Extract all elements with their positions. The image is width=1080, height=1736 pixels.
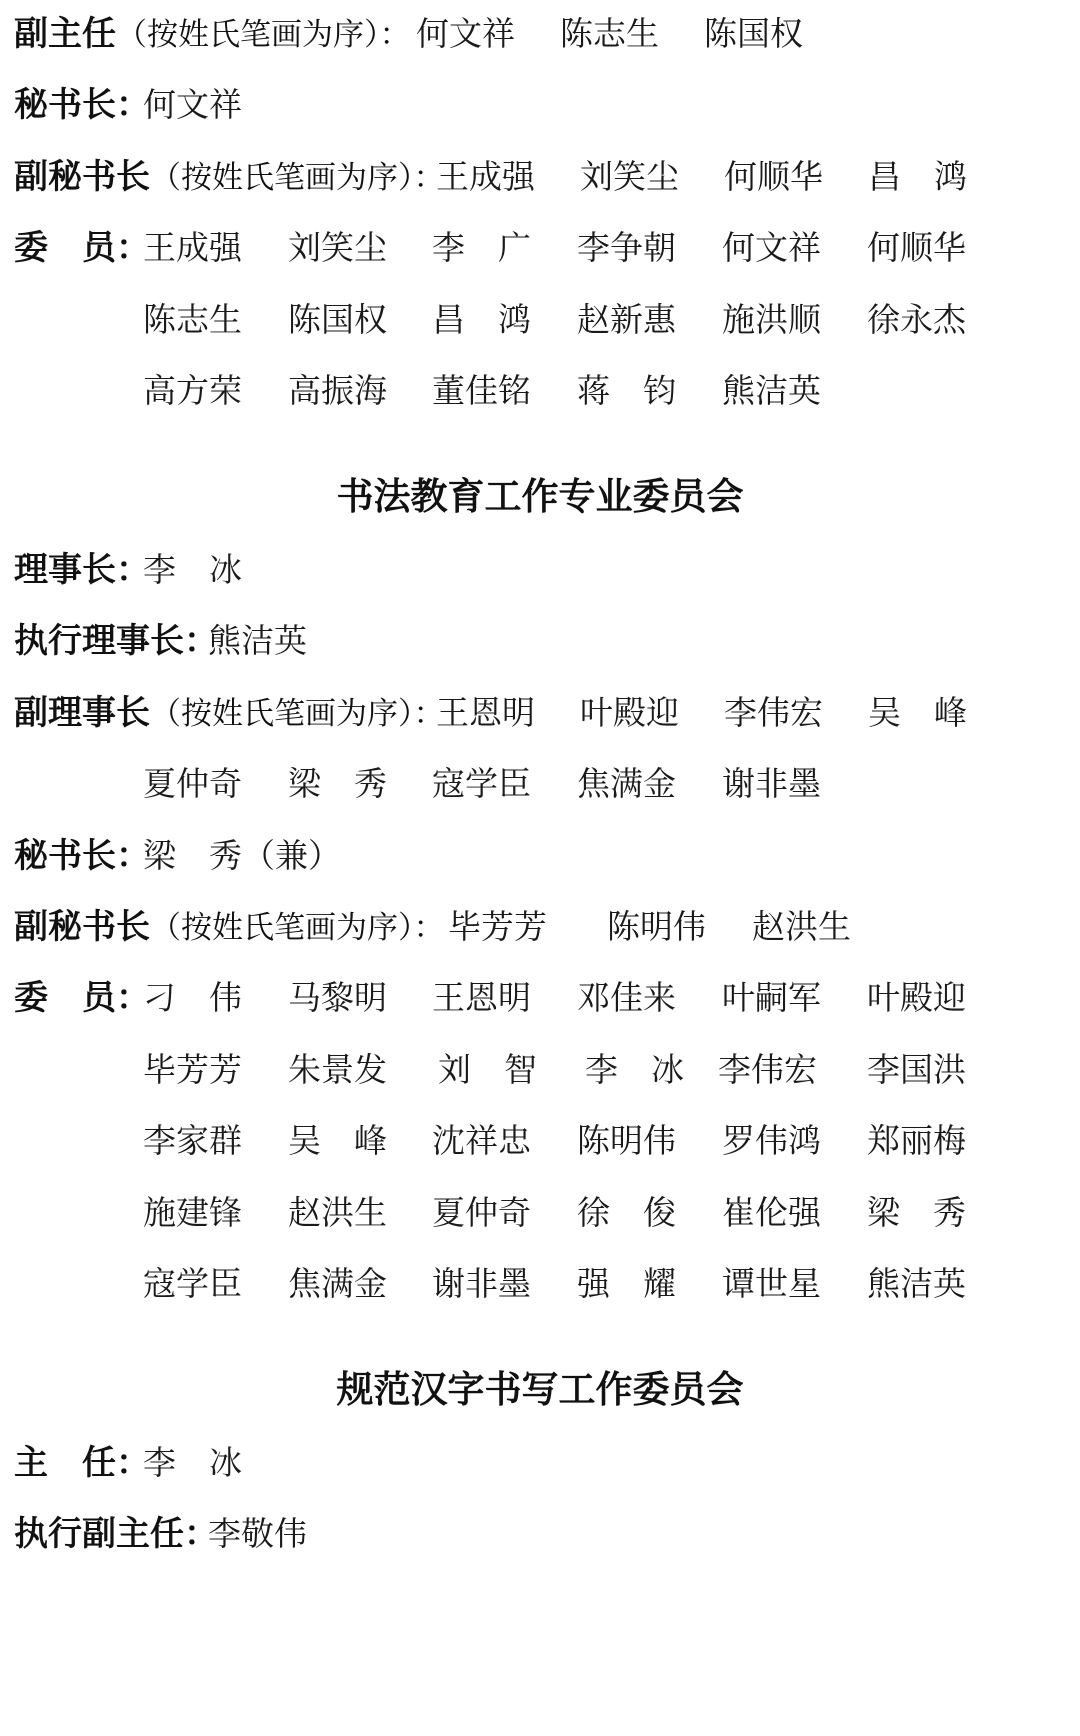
member-name: 李家群	[143, 1121, 242, 1160]
ordering-note: （按姓氏笔画为序）：	[150, 910, 445, 946]
role-title: 秘书长：	[14, 85, 150, 125]
role-title: 副秘书长	[14, 907, 150, 947]
role-label	[14, 75, 150, 135]
role-label	[14, 540, 150, 600]
member-name: 吴 峰	[868, 693, 967, 732]
member-row	[0, 75, 1080, 135]
member-name: 王成强	[143, 228, 242, 267]
member-name: 何文祥	[416, 14, 515, 53]
member-row	[0, 1183, 1080, 1243]
member-row	[0, 968, 1080, 1028]
member-name: 李 冰	[143, 550, 242, 589]
role-title: 理事长：	[14, 550, 150, 590]
member-name: 刘 智	[438, 1050, 537, 1089]
member-name: 昌 鸿	[432, 300, 531, 339]
member-name: 马黎明	[288, 978, 387, 1017]
member-name: 梁 秀（兼）	[143, 836, 341, 875]
member-row	[0, 611, 1080, 671]
member-name: 王恩明	[436, 693, 535, 732]
role-title: 副理事长	[14, 693, 150, 733]
member-name: 李伟宏	[724, 693, 823, 732]
member-name: 施建锋	[143, 1193, 242, 1232]
member-row	[0, 1254, 1080, 1314]
member-name: 夏仲奇	[432, 1193, 531, 1232]
role-label	[14, 897, 445, 958]
member-row	[0, 218, 1080, 278]
member-name: 毕芳芳	[448, 907, 547, 946]
member-name: 徐 俊	[577, 1193, 676, 1232]
member-name: 何顺华	[724, 157, 823, 196]
member-name: 梁 秀	[867, 1193, 966, 1232]
role-title: 副主任	[14, 14, 116, 54]
member-name: 王恩明	[432, 978, 531, 1017]
member-name: 李 广	[432, 228, 531, 267]
member-name: 焦满金	[577, 764, 676, 803]
member-name: 何文祥	[143, 85, 242, 124]
member-name: 沈祥忠	[432, 1121, 531, 1160]
role-title: 委 员：	[14, 978, 150, 1018]
member-name: 陈国权	[288, 300, 387, 339]
member-name: 强 耀	[577, 1264, 676, 1303]
member-name: 熊洁英	[722, 371, 821, 410]
role-title: 秘书长：	[14, 836, 150, 876]
member-row	[0, 147, 1080, 207]
member-name: 何文祥	[722, 228, 821, 267]
role-label	[14, 147, 445, 208]
member-name: 叶殿迎	[867, 978, 966, 1017]
member-name: 何顺华	[867, 228, 966, 267]
member-name: 陈志生	[560, 14, 659, 53]
member-name: 朱景发	[288, 1050, 387, 1089]
member-name: 邓佳来	[577, 978, 676, 1017]
member-name: 叶殿迎	[580, 693, 679, 732]
member-name: 王成强	[436, 157, 535, 196]
member-name: 寇学臣	[143, 1264, 242, 1303]
member-name: 赵洪生	[752, 907, 851, 946]
member-name: 熊洁英	[867, 1264, 966, 1303]
member-row	[0, 683, 1080, 743]
ordering-note: （按姓氏笔画为序）：	[150, 160, 445, 196]
role-label	[14, 826, 150, 886]
member-row	[0, 290, 1080, 350]
role-label	[14, 1433, 150, 1493]
member-name: 李 冰	[143, 1443, 242, 1482]
member-name: 刘笑尘	[288, 228, 387, 267]
member-row	[0, 754, 1080, 814]
role-title: 副秘书长	[14, 157, 150, 197]
member-row	[0, 4, 1080, 64]
member-name: 施洪顺	[722, 300, 821, 339]
member-row	[0, 826, 1080, 886]
role-title: 执行副主任：	[14, 1514, 218, 1554]
member-name: 昌 鸿	[868, 157, 967, 196]
role-title: 执行理事长：	[14, 621, 218, 661]
member-row	[0, 1040, 1080, 1100]
member-name: 高振海	[288, 371, 387, 410]
role-title: 主 任：	[14, 1443, 150, 1483]
member-row	[0, 1504, 1080, 1564]
member-name: 蒋 钧	[577, 371, 676, 410]
member-name: 谢非墨	[432, 1264, 531, 1303]
member-name: 李 冰	[585, 1050, 684, 1089]
member-name: 徐永杰	[867, 300, 966, 339]
member-name: 陈志生	[143, 300, 242, 339]
section-heading: 书法教育工作专业委员会	[336, 475, 744, 518]
member-name: 李伟宏	[718, 1050, 817, 1089]
member-name: 陈明伟	[607, 907, 706, 946]
member-name: 李国洪	[867, 1050, 966, 1089]
member-name: 谢非墨	[722, 764, 821, 803]
ordering-note: （按姓氏笔画为序）：	[150, 696, 445, 732]
member-row	[0, 361, 1080, 421]
role-label	[14, 218, 150, 278]
member-name: 刘笑尘	[580, 157, 679, 196]
member-name: 李争朝	[577, 228, 676, 267]
ordering-note: （按姓氏笔画为序）：	[116, 17, 411, 53]
member-name: 吴 峰	[288, 1121, 387, 1160]
member-name: 陈明伟	[577, 1121, 676, 1160]
member-name: 郑丽梅	[867, 1121, 966, 1160]
member-name: 夏仲奇	[143, 764, 242, 803]
section-heading: 规范汉字书写工作委员会	[336, 1368, 744, 1411]
role-title: 委 员：	[14, 228, 150, 268]
member-name: 李敬伟	[208, 1514, 307, 1553]
role-label	[14, 683, 445, 744]
role-label	[14, 1504, 218, 1564]
member-name: 谭世星	[722, 1264, 821, 1303]
member-row	[0, 1111, 1080, 1171]
member-name: 赵新惠	[577, 300, 676, 339]
role-label	[14, 968, 150, 1028]
member-name: 刁 伟	[143, 978, 242, 1017]
member-name: 焦满金	[288, 1264, 387, 1303]
member-name: 高方荣	[143, 371, 242, 410]
member-name: 叶嗣军	[722, 978, 821, 1017]
role-label	[14, 611, 218, 671]
member-row	[0, 1433, 1080, 1493]
member-row	[0, 897, 1080, 957]
member-name: 熊洁英	[208, 621, 307, 660]
member-name: 董佳铭	[432, 371, 531, 410]
member-name: 毕芳芳	[143, 1050, 242, 1089]
member-row	[0, 540, 1080, 600]
member-name: 梁 秀	[288, 764, 387, 803]
role-label	[14, 4, 411, 65]
member-name: 寇学臣	[432, 764, 531, 803]
member-name: 罗伟鸿	[722, 1121, 821, 1160]
member-name: 崔伦强	[722, 1193, 821, 1232]
member-name: 陈国权	[704, 14, 803, 53]
member-name: 赵洪生	[288, 1193, 387, 1232]
